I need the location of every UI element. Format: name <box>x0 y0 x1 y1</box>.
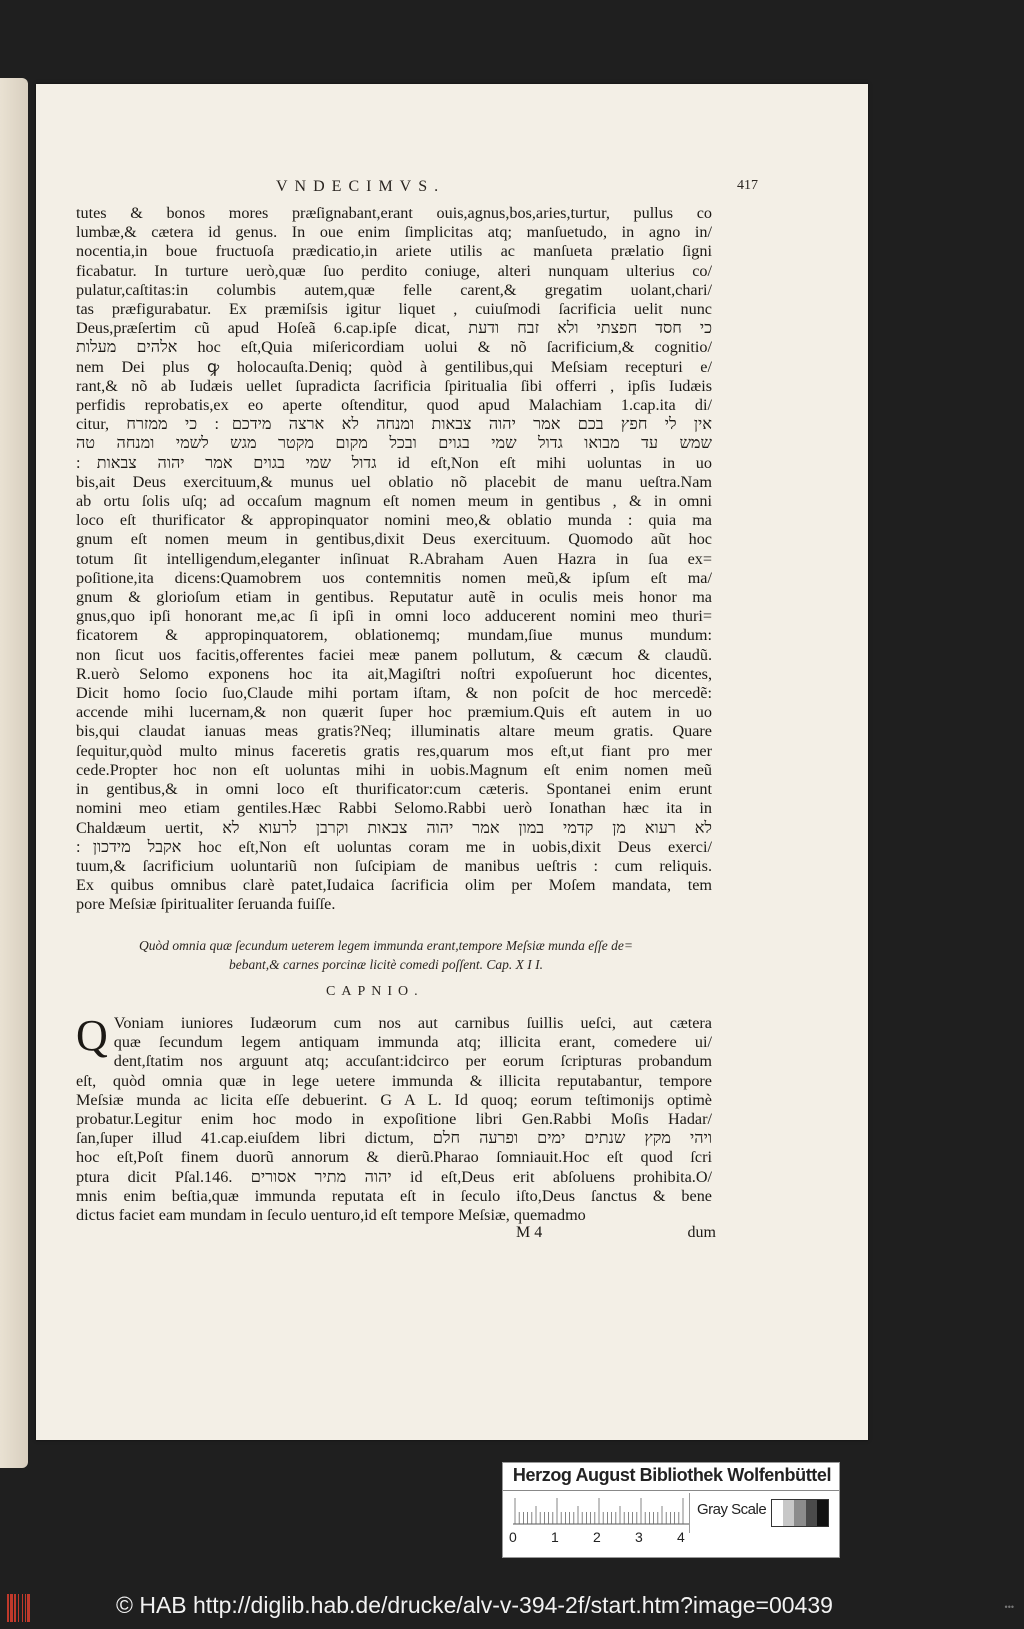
text-line: in gentibus,& in omni loco eſt thurificator:cum cæteris. Spontanei enim erunt <box>76 780 712 799</box>
text-line: bis,qui claudat ianuas meas gratis?Neq; illuminatis altare meum gratis. Quare <box>76 722 712 741</box>
text-line: ab ortu ſolis uſq; ad occaſum magnum eſt nomen meum in gentibus , & in omni <box>76 492 712 511</box>
text-line: gnum & glorioſum etiam in gentibus. Reputatur autẽ in oculis meis honor ma <box>76 588 712 607</box>
text-line: perfidis reprobatis,ex eo aperte oſtenditur, quod apud Malachiam 1.cap.ita di/ <box>76 396 712 415</box>
text-line: Deus,præſertim cũ apud Hoſeã 6.cap.ipſe dicat, כי חסד חפצתי ולא זבח ודעת <box>76 319 712 338</box>
grayscale-label: Gray Scale <box>697 1501 767 1518</box>
grayscale-swatch <box>772 1500 783 1526</box>
text-line: poſitione,ita dicens:Quamobrem uos contemnitis nomen meũ,& ipſum eſt ma/ <box>76 568 712 587</box>
running-head: VNDECIMVS. <box>276 178 446 195</box>
text-line: nomini meo etiam gentiles.Hæc Rabbi Selomo.Rabbi uerò Ionathan hæc ita in <box>76 799 712 818</box>
text-line: non ſicut uos facitis,offerentes faciei meæ panem pollutum, & cæcum & claudũ. <box>76 645 712 664</box>
ruler-separator <box>689 1493 690 1533</box>
card-divider <box>503 1490 839 1491</box>
library-name: Herzog August Bibliothek Wolfenbüttel <box>512 1465 832 1485</box>
text-line: dent,ſtatim nos arguunt atq; accuſant:idcirco per eorum ſcripturas probandum <box>113 1052 712 1071</box>
text-line: שמש עד מבואו גדול שמי בגוים ובכל מקום מקטר מגש לשמי ומנחה טה <box>76 434 712 453</box>
grayscale-bar <box>771 1499 829 1527</box>
footer-mark: ••• <box>1004 1602 1014 1612</box>
grayscale-swatch <box>817 1500 828 1526</box>
text-line: dictus faciet eam mundam in ſeculo uenturo,id eſt tempore Meſsiæ, quemadmo <box>76 1206 586 1225</box>
text-line: ptura dicit Pſal.146. יהוה מתיר אסורים id eſt,Deus erit abſoluens prohibita.O/ <box>76 1167 712 1186</box>
text-line: totum ſit intelligendum,eleganter inſinuat R.Abraham Auen Hazra in ſua ex= <box>76 549 712 568</box>
ruler-number: 4 <box>677 1529 685 1545</box>
text-line: R.uerò Selomo exponens hoc ita ait,Magiſtri noſtri expoſuerunt hoc dicentes, <box>76 664 712 683</box>
text-line: Meſsiæ munda ac licita eſſe debuerint. G A L. Id quoq; eorum teſtimonijs optimè <box>76 1090 712 1109</box>
book-page <box>36 84 868 1440</box>
ruler-number: 1 <box>551 1529 559 1545</box>
text-line: eſt, quòd omnia quæ in lege uetere immunda & illicita reputabantur, tempore <box>76 1071 712 1090</box>
text-line: ſequitur,quòd multo minus faceretis gratis res,quarum mos eſt,ut fiant pro mer <box>76 741 712 760</box>
ruler-number: 3 <box>635 1529 643 1545</box>
text-line: mnis enim beſtia,quæ immunda reputata eſt in ſeculo iſto,Deus ſanctus & bene <box>76 1186 712 1205</box>
text-line: אלהים מעלות hoc eſt,Quia miſericordiam uolui & nõ ſacrificium,& cognitio/ <box>76 338 712 357</box>
text-line: nocentia,in boue fructuoſa prædicatio,in ariete utilis ac manſueta prælatio ſigni <box>76 242 712 261</box>
ruler-number: 2 <box>593 1529 601 1545</box>
main-text-paragraph <box>76 204 712 915</box>
facing-page-edge <box>0 78 28 1468</box>
ruler-number: 0 <box>509 1529 517 1545</box>
text-line: Chaldæum uertit, לא רעוא מן קדמי במון אמר יהוה צבאות וקרבן לרעוא לא <box>76 818 712 837</box>
text-line: lumbæ,& cætera id genus. In oue enim ſimplicitas atq; manſuetudo, in agno in/ <box>76 223 712 242</box>
drop-capital: Q <box>76 1011 108 1060</box>
chapter-title-line: bebant,& carnes porcinæ licitè comedi poſſent. Cap. X I I. <box>228 957 544 972</box>
text-line: bis,ait Deus exercituum,& munus uel oblatio nõ placebit de manu ueſtra.Nam <box>76 472 712 491</box>
text-line: probatur.Legitur enim hoc modo in expoſitione libri Gen.Rabbi Moſis Hadar/ <box>76 1110 712 1129</box>
chapter-title <box>126 936 646 974</box>
text-line: ſan,ſuper illud 41.cap.eiuſdem libri dictum, ויהי מקץ שנתים ימים ופרעה חלם <box>76 1129 712 1148</box>
catchword: dum <box>687 1224 716 1241</box>
text-line: tas præfigurabatur. Ex præmiſsis igitur liquet , cuiuſmodi ſacrificia uelit nunc <box>76 300 712 319</box>
copyright-url[interactable]: © HAB http://diglib.hab.de/drucke/alv-v-394-2f/start.htm?image=00439 <box>116 1592 833 1618</box>
text-line: pore Meſsiæ ſpiritualiter ſeruanda fuiſſe. <box>76 895 336 914</box>
color-calibration-card <box>502 1462 840 1558</box>
text-line: citur, אין לי חפץ בכם אמר יהוה צבאות ומנחה לא ארצה מידכם ׃ כי ממזרח <box>76 415 712 434</box>
text-line: hoc eſt,Poſt finem duorũ annorum & dierũ.Pharao ſomniauit.Hoc eſt quod ſcri <box>76 1148 712 1167</box>
text-line: gnus,quo ipſi honorant me,ac ſi ipſi in omni loco adducerent nomini meo thuri= <box>76 607 712 626</box>
text-line: quæ ſecundum legem antiquam immunda atq; illicita erant, comedere ui/ <box>113 1033 712 1052</box>
scale-ruler-icon <box>513 1497 689 1525</box>
text-line: אקבל מידכון ׃ hoc eſt,Non eſt uoluntas coram me in uobis,dixit Deus exerci/ <box>76 837 712 856</box>
text-line: Dicit homo ſocio ſuo,Claude mihi portam iſtam, & non poſcit de hoc mercedẽ: <box>76 684 712 703</box>
text-line: accende mihi lucernam,& non quærit ſuper hoc præmium.Quis eſt autem in uo <box>76 703 712 722</box>
text-line: rant,& nõ ab Iudæis uellet ſupradicta ſacrificia ſpiritualia ſibi offerri , ipſis Iudæis <box>76 376 712 395</box>
text-line: tutes & bonos mores præſignabant,erant ouis,agnus,bos,aries,turtur, pullus co <box>76 204 712 222</box>
footer-bar <box>0 1588 1024 1629</box>
text-line: cede.Propter hoc non eſt uoluntas mihi in uobis.Magnum eſt enim nomen meũ <box>76 760 712 779</box>
chapter-title-line: Quòd omnia quæ ſecundum ueterem legem immunda erant,tempore Meſsiæ munda eſſe de= <box>138 938 633 953</box>
grayscale-swatch <box>783 1500 794 1526</box>
grayscale-swatch <box>806 1500 817 1526</box>
second-text-paragraph <box>76 1011 712 1225</box>
folio-number: 417 <box>737 178 758 193</box>
text-line: nem Dei plus ꝙ holocauſta.Deniq; quòd à gentilibus,qui Meſsiam recepturi e/ <box>76 357 712 376</box>
grayscale-swatch <box>794 1500 805 1526</box>
text-line: Ex quibus omnibus clarè patet,Iudaica ſacrificia olim per Moſem mandata, tem <box>76 876 712 895</box>
text-line: tuum,& ſacrificium uoluntariũ non ſuſcipiam de manibus ueſtris : cum reliquis. <box>76 856 712 875</box>
text-line: Voniam iuniores Iudæorum cum nos aut carnibus ſuillis ueſci, aut cætera <box>113 1014 712 1032</box>
text-line: ficabatur. In turture uerò,quæ ſuo perdito coniuge, alteri nunquam ulterius co/ <box>76 261 712 280</box>
text-line: pulatur,caſtitas:in columbis autem,quæ felle carent,& gregatim uolant,chari/ <box>76 280 712 299</box>
signature-mark: M 4 <box>516 1224 543 1241</box>
barcode-icon <box>6 1592 46 1624</box>
speaker-label: CAPNIO. <box>326 984 424 999</box>
text-line: gnum eſt nomen meum in gentibus,dixit Deus exercituum. Quomodo aũt hoc <box>76 530 712 549</box>
text-line: גדול שמי בגוים אמר יהוה צבאות ׃ id eſt,Non eſt mihi uoluntas in uo <box>76 453 712 472</box>
text-line: ficatorem & appropinquatorem, oblationemq; mundam,ſiue munus mundum: <box>76 626 712 645</box>
text-line: loco eſt thurificator & appropinquator nomini meo,& oblatio munda : quia ma <box>76 511 712 530</box>
